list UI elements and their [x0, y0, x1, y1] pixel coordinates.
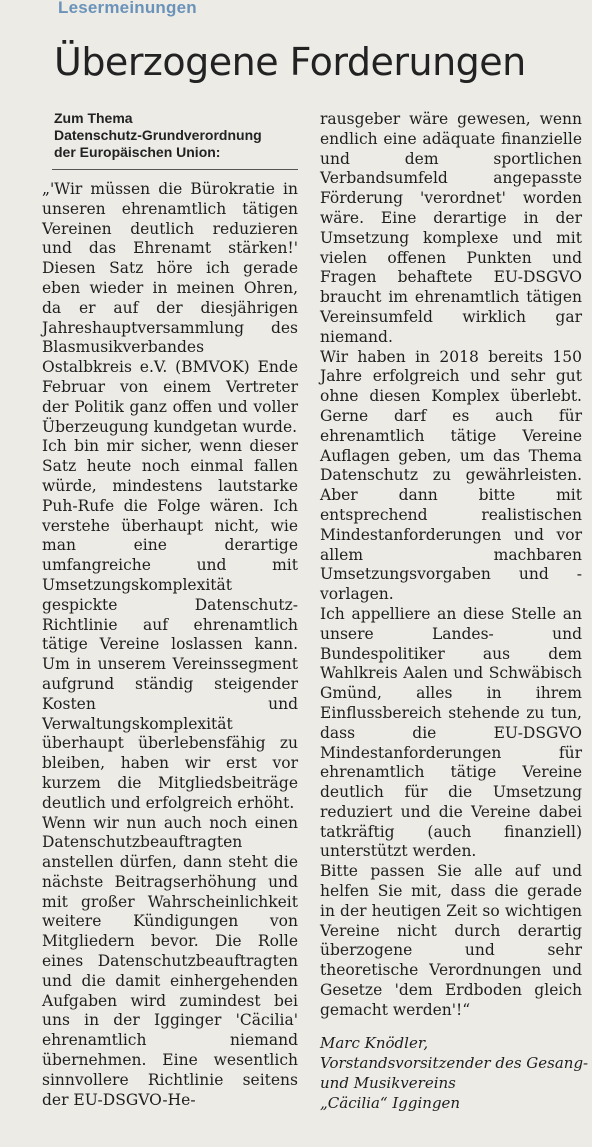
right-body — [320, 110, 582, 1021]
paragraph: Bitte passen Sie alle auf und helfen Sie mit, dass die gerade in der heutigen Zeit so wichtigen Vereine nicht durch derartig überzogene und sehr theoretische Verordnungen und Gesetze 'dem Erdboden gleich gemacht werden'!“ — [320, 862, 582, 1019]
section-label: Lesermeinungen — [58, 0, 197, 17]
paragraph: Wenn wir nun auch noch einen Datenschutzbeauftragten anstellen dürfen, dann steht die nächste Beitragserhöhung und mit großer Wahrscheinlichkeit weitere Kündigungen von Mitgliedern bevor. Die Rolle eines Datenschutzbeauftragten und die damit einhergehenden Aufgaben wird zumindest bei uns in der Igginger 'Cäcilia' ehrenamtlich niemand übernehmen. Eine wesentlich sinnvollere Richtlinie seitens der EU-DSGVO-He- — [42, 813, 298, 1109]
right-column — [320, 110, 589, 1113]
paragraph: Ich appelliere an diese Stelle an unsere Landes- und Bundespolitiker aus dem Wahlkreis Aalen und Schwäbisch Gmünd, alles in ihrem Einflussbereich stehende zu tun, dass die EU-DSGVO Mindestanforderungen für ehrenamtlich tätige Vereine deutlich für die Umsetzung reduziert und die Vereine dabei tatkräftig (auch finanziell) unterstützt werden. — [320, 604, 582, 861]
left-body — [42, 180, 298, 1110]
topic-line: Zum Thema — [54, 110, 133, 126]
signature — [320, 1033, 589, 1113]
signature-role: Vorstandsvorsitzender des Gesang- — [320, 1053, 589, 1072]
paragraph: Wir haben in 2018 bereits 150 Jahre erfolgreich und sehr gut ohne diesen Komplex überlebt. Gerne darf es auch für ehrenamtlich tätige Vereine Auflagen geben, um das Thema Datenschutz zu gewährleisten. Aber dann bitte mit entsprechend realistischen Mindestanforderungen und vor allem machbaren Umsetzungsvorgaben und -vorlagen. — [320, 347, 582, 604]
topic-line: Datenschutz-Grundverordnung — [54, 127, 262, 143]
signature-role: und Musikvereins — [320, 1073, 456, 1092]
left-column — [42, 110, 298, 1113]
paragraph: „'Wir müssen die Bürokratie in unseren ehrenamtlich tätigen Vereinen deutlich reduzieren und das Ehrenamt stärken!' Diesen Satz höre ich gerade eben wieder in meinen Ohren, da er auf der diesjährigen Jahreshauptversammlung des Blasmusikverbandes Ostalbkreis e.V. (BMVOK) Ende Februar von einem Vertreter der Politik ganz offen und voller Überzeugung kundgetan wurde. — [42, 180, 298, 436]
paragraph: rausgeber wäre gewesen, wenn endlich eine adäquate finanzielle und dem sportlichen Verbandsumfeld angepasste Förderung 'verordnet' worden wäre. Eine derartige in der Umsetzung komplexe und mit vielen offenen Punkten und Fragen behaftete EU-DSGVO braucht im ehrenamtlich tätigen Vereinsumfeld wirklich gar niemand. — [320, 110, 582, 346]
paragraph: Ich bin mir sicher, wenn dieser Satz heute noch einmal fallen würde, mindestens lautstarke Puh-Rufe die Folge wären. Ich verstehe überhaupt nicht, wie man eine derartige umfangreiche und mit Umsetzungskomplexität gespickte Datenschutz-Richtlinie auf ehrenamtlich tätige Vereine loslassen kann. Um in unserem Vereinssegment aufgrund ständig steigender Kosten und Verwaltungskomplexität überhaupt überlebensfähig zu bleiben, haben wir erst vor kurzem die Mitgliedsbeiträge deutlich und erfolgreich erhöht. — [42, 437, 298, 812]
topic-line: der Europäischen Union: — [54, 144, 221, 160]
topic-heading — [42, 110, 298, 161]
signature-org: „Cäcilia“ Iggingen — [320, 1093, 461, 1112]
article-columns — [42, 110, 589, 1113]
signature-name: Marc Knödler, — [320, 1033, 429, 1052]
topic-divider — [52, 169, 298, 170]
page-title: Überzogene Forderungen — [54, 40, 526, 84]
